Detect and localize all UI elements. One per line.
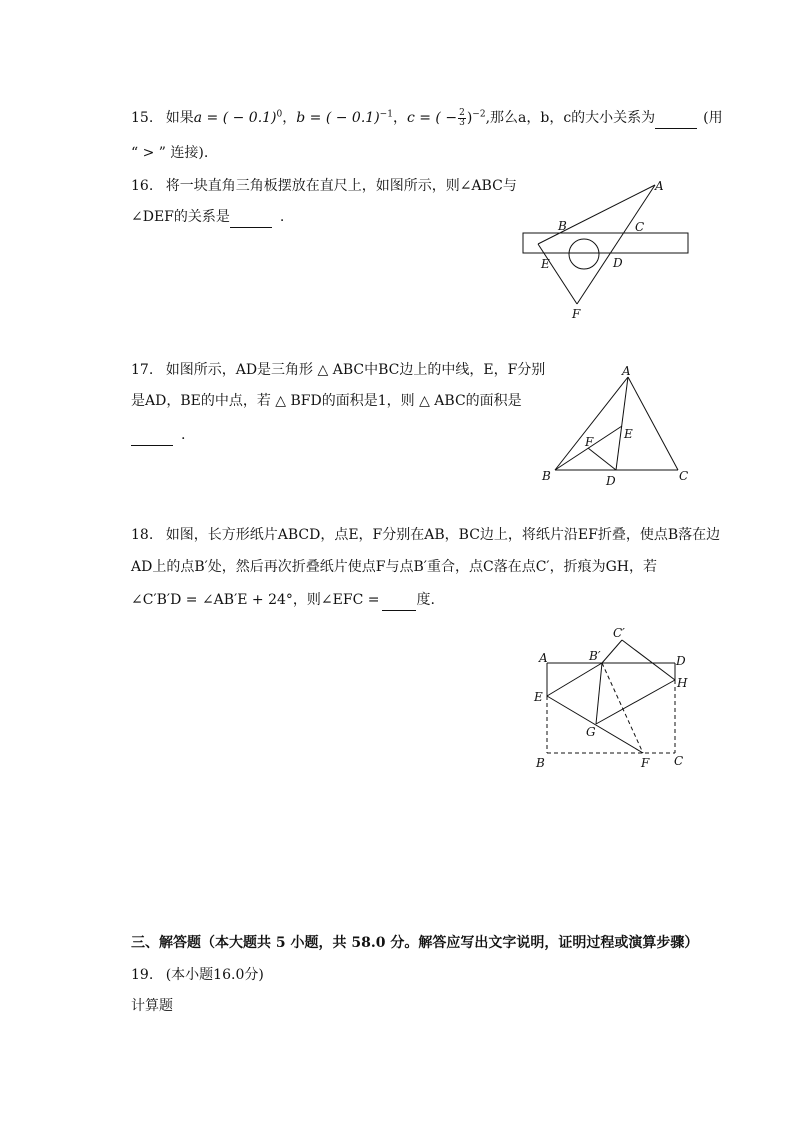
q16-label-f: F [572,307,581,321]
q18-label-f: F [641,756,650,770]
q18-label-a: A [539,651,548,665]
q19-title: 计算题 [131,998,173,1014]
q19-number: 19. [131,967,154,983]
q15-c-close: ) [466,110,473,126]
q18-label-bp: B′ [589,649,601,663]
q15-a-expr: a = ( − 0.1) [193,110,277,126]
q18-label-cp: C′ [613,626,625,640]
q17-label-a: A [622,364,631,378]
q17-label-b: B [542,469,551,483]
q18-label-h: H [677,676,688,690]
q15-number: 15. [131,110,154,126]
q18-label-e: E [534,690,543,704]
q17-text-3: . [181,427,186,443]
q15-frac-den: 3 [459,117,465,128]
q18-label-c: C [674,754,684,768]
q17-label-e: E [624,427,633,441]
q16-number: 16. [131,178,154,194]
q16-text-2-end: . [279,209,285,225]
q16-text-1: 将一块直角三角板摆放在直尺上，如图所示，则∠ABC与 [165,178,517,194]
q16-label-e: E [541,257,550,271]
q15-sep2: ， [392,110,407,126]
q15-a-exp: 0 [276,109,283,120]
q17-line2: 是AD，BE的中点，若 △ BFD的面积是1，则 △ ABC的面积是 [131,393,522,409]
section-heading: 三、解答题（本大题共 5 小题，共 58.0 分。解答应写出文字说明，证明过程或演算步骤） [131,935,699,951]
q18-text-1: 如图，长方形纸片ABCD，点E，F分别在AB，BC边上，将纸片沿EF折叠，使点B落在边 [165,527,721,543]
q19-line1 [131,965,264,985]
q18-text-3-end: 度. [416,592,435,608]
q17-label-d: D [606,474,616,488]
q15-b-expr: b = ( − 0.1) [296,110,380,126]
q15-text-mid: ,那么a，b，c的大小关系为 [485,110,656,126]
q15-c-expr: c = ( − [406,110,458,126]
q17-number: 17. [131,362,154,378]
q15-frac-num: 2 [459,107,465,118]
q15-text-tail: (用 [703,110,723,126]
q15-line2: “ > ” 连接). [131,145,209,161]
q16-text-2: ∠DEF的关系是 [131,209,230,225]
q18-label-b: B [536,756,545,770]
q16-label-c: C [635,220,645,234]
q18-label-g: G [586,725,596,739]
q16-label-a: A [655,179,664,193]
q15-text-lead: 如果 [165,110,194,126]
q18-line2: AD上的点B′处，然后再次折叠纸片使点F与点B′重合，点C落在点C′，折痕为GH，若 [131,559,657,575]
q15-b-exp: −1 [379,109,393,120]
q16-label-b: B [558,219,567,233]
q17-label-f: F [585,435,594,449]
q18-text-3: ∠C′B′D = ∠AB′E + 24°，则∠EFC = [131,592,380,608]
q16-label-d: D [613,256,623,270]
q17-text-1: 如图所示，AD是三角形 △ ABC中BC边上的中线，E，F分别 [165,362,546,378]
q19-note: (本小题16.0分) [165,967,264,983]
q15-c-exp: −2 [472,109,486,120]
q18-label-d: D [676,654,686,668]
q18-number: 18. [131,527,154,543]
q17-label-c: C [679,469,689,483]
q15-sep1: ， [282,110,297,126]
